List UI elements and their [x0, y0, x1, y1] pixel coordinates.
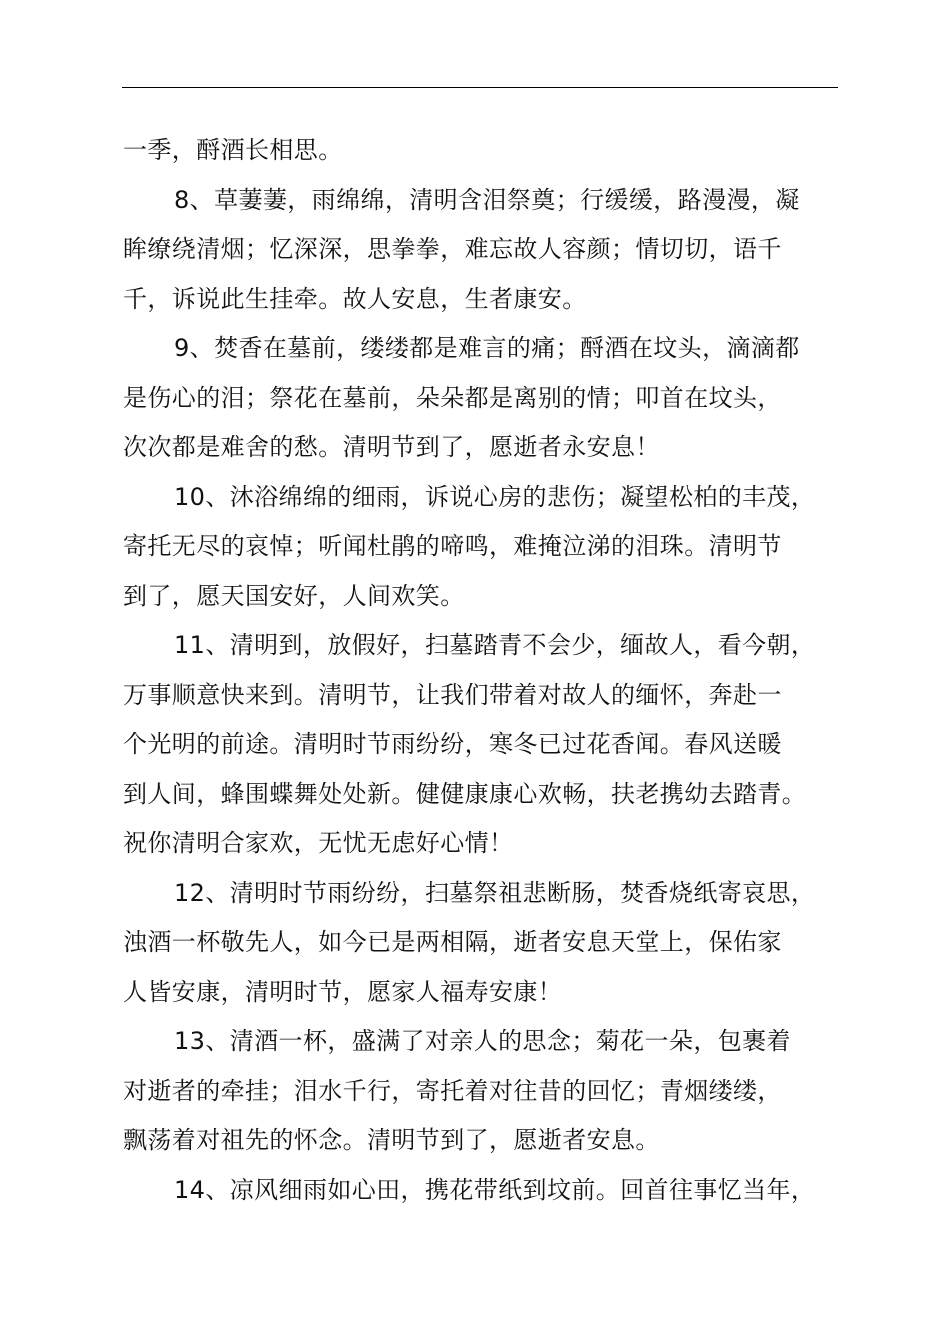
- text-line: 次次都是难舍的愁。清明节到了，愿逝者永安息！: [123, 433, 660, 461]
- paragraph-14-start: 14、凉风细雨如心田，携花带纸到坟前。回首往事忆当年，: [174, 1175, 816, 1204]
- header-rule: [122, 87, 838, 88]
- text-line: 一季，酹酒长相思。: [123, 136, 343, 164]
- text-line: 祝你清明合家欢，无忧无虑好心情！: [123, 829, 514, 857]
- paragraph-8-start: 8、草萋萋，雨绵绵，清明含泪祭奠；行缓缓，路漫漫，凝: [174, 185, 800, 214]
- text-line: 浊酒一杯敬先人，如今已是两相隔，逝者安息天堂上，保佑家: [123, 928, 782, 956]
- text-line: 对逝者的牵挂；泪水千行，寄托着对往昔的回忆；青烟缕缕，: [123, 1076, 782, 1105]
- paragraph-9-start: 9、焚香在墓前，缕缕都是难言的痛；酹酒在坟头，滴滴都: [174, 334, 800, 362]
- text-line: 万事顺意快来到。清明节，让我们带着对故人的缅怀，奔赴一: [123, 680, 782, 709]
- paragraph-10-start: 10、沐浴绵绵的细雨，诉说心房的悲伤；凝望松柏的丰茂，: [174, 482, 816, 511]
- paragraph-11-start: 11、清明到，放假好，扫墓踏青不会少，缅故人，看今朝，: [174, 631, 816, 659]
- text-line: 人皆安康，清明时节，愿家人福寿安康！: [123, 977, 563, 1006]
- text-line: 寄托无尽的哀悼；听闻杜鹃的啼鸣，难掩泣涕的泪珠。清明节: [123, 532, 782, 560]
- paragraph-12-start: 12、清明时节雨纷纷，扫墓祭祖悲断肠，焚香烧纸寄哀思，: [174, 878, 816, 907]
- text-line: 是伤心的泪；祭花在墓前，朵朵都是离别的情；叩首在坟头，: [123, 383, 782, 412]
- text-line: 到人间，蜂围蝶舞处处新。健健康康心欢畅，扶老携幼去踏青。: [123, 779, 807, 808]
- document-body: [123, 126, 863, 1215]
- text-line: 飘荡着对祖先的怀念。清明节到了，愿逝者安息。: [123, 1126, 660, 1154]
- text-line: 到了，愿天国安好，人间欢笑。: [123, 581, 465, 610]
- text-line: 眸缭绕清烟；忆深深，思拳拳，难忘故人容颜；情切切，语千: [123, 235, 782, 263]
- text-line: 个光明的前途。清明时节雨纷纷，寒冬已过花香闻。春风送暖: [123, 730, 782, 758]
- text-line: 千，诉说此生挂牵。故人安息，生者康安。: [123, 284, 587, 313]
- paragraph-13-start: 13、清酒一杯，盛满了对亲人的思念；菊花一朵，包裹着: [174, 1027, 791, 1055]
